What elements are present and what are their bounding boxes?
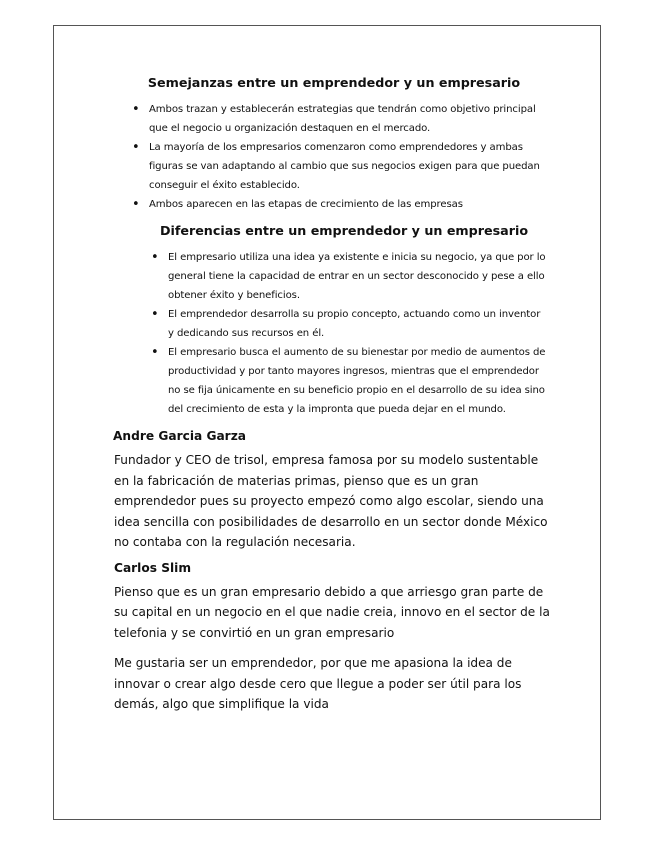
list-item: • El empresario utiliza una idea ya existente e inicia su negocio, ya que por lo general tiene la capacidad de entrar en un sector desconocido y pese a ello obtener éxito y beneficios. [168,248,548,305]
page-content [114,72,554,715]
carlos-heading: Carlos Slim [114,560,192,575]
similarities-heading: Semejanzas entre un emprendedor y un empresario [147,75,521,90]
closing-paragraph: Me gustaria ser un emprendedor, por que me apasiona la idea de innovar o crear algo desde cero que llegue a poder ser útil para los demás, algo que simplifique la vida [114,656,522,711]
andre-paragraph: Fundador y CEO de trisol, empresa famosa por su modelo sustentable en la fabricación de materias primas, pienso que es un gran emprendedor pues su proyecto empezó como algo escolar, siendo una idea sencilla con posibilidades de desarrollo en un sector donde México no contaba con la regulación necesaria. [114,453,548,549]
list-item: • Ambos trazan y establecerán estrategias que tendrán como objetivo principal que el negocio u organización destaquen en el mercado. [149,100,554,138]
document-page [53,25,601,820]
differences-heading: Diferencias entre un emprendedor y un empresario [159,223,529,238]
differences-list [168,248,548,419]
list-item: • Ambos aparecen en las etapas de crecimiento de las empresas [149,195,554,214]
andre-heading: Andre Garcia Garza [113,429,247,443]
list-item: • El emprendedor desarrolla su propio concepto, actuando como un inventor y dedicando sus recursos en él. [168,305,548,343]
similarities-list [149,100,554,214]
list-item: • El empresario busca el aumento de su bienestar por medio de aumentos de productividad y por tanto mayores ingresos, mientras que el emprendedor no se fija únicamente en su beneficio propio en el desarrollo de su idea sino del crecimiento de esta y la impronta que pueda dejar en el mundo. [168,343,548,419]
list-item: • La mayoría de los empresarios comenzaron como emprendedores y ambas figuras se van adaptando al cambio que sus negocios exigen para que puedan conseguir el éxito establecido. [149,138,554,195]
carlos-paragraph: Pienso que es un gran empresario debido a que arriesgo gran parte de su capital en un negocio en el que nadie creia, innovo en el sector de la telefonia y se convirtió en un gran empresario [114,584,550,640]
